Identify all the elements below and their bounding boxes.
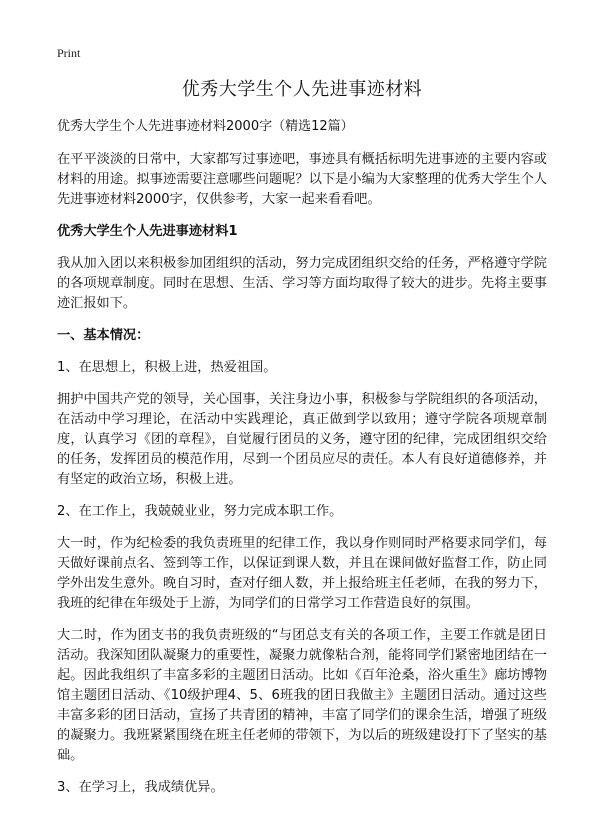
point1-body: 拥护中国共产党的领导，关心国事，关注身边小事，积极参与学院组织的各项活动，在活动中学习理论，在活动中实践理论，真正做到学以致用；遵守学院各项规章制度，认真学习《团的章程》，自觉履行团员的义务，遵守团的纪律，完成团组织交给的任务，发挥团员的模范作用，尽到一个团员应尽的责任。本人有良好道德修养，并有坚定的政治立场，积极上进。 xyxy=(57,392,547,487)
point2-body-2: 大二时，作为团支书的我负责班级的“与团总支有关的各项工作，主要工作就是团日活动。我深知团队凝聚力的重要性，凝聚力就像粘合剂，能将同学们紧密地团结在一起。因此我组织了丰富多彩的主题团日活动。比如《百年沧桑，浴火重生》廊坊博物馆主题团日活动、《10级护理4、5、6班我的团日我做主》主题团日活动。通过这些丰富多彩的团日活动，宣扬了共青团的精神，丰富了同学们的课余生活，增强了班级的凝聚力。我班紧紧围绕在班主任老师的带领下，为以后的班级建设打下了坚实的基础。 xyxy=(57,628,547,763)
section-intro-paragraph: 我从加入团以来积极参加团组织的活动，努力完成团组织交给的任务，严格遵守学院的各项规章制度。同时在思想、生活、学习等方面均取得了较大的进步。先将主要事迹汇报如下。 xyxy=(57,256,547,311)
point1-heading: 1、在思想上，积极上进，热爱祖国。 xyxy=(57,360,277,375)
document-subtitle: 优秀大学生个人先进事迹材料2000字（精选12篇） xyxy=(57,119,354,134)
point3-heading: 3、在学习上，我成绩优异。 xyxy=(57,780,224,795)
point2-body-1: 大一时，作为纪检委的我负责班里的纪律工作，我以身作则同时严格要求同学们，每天做好课前点名、签到等工作，以保证到课人数，并且在课间做好监督工作，防止同学外出发生意外。晚自习时，查对仔细人数，并上报给班主任老师，在我的努力下，我班的纪律在年级处于上游，为同学们的日常学习工作营造良好的氛围。 xyxy=(57,536,547,611)
basic-info-heading: 一、基本情况： xyxy=(57,328,150,343)
point2-heading: 2、在工作上，我兢兢业业，努力完成本职工作。 xyxy=(57,504,343,519)
intro-paragraph: 在平平淡淡的日常中，大家都写过事迹吧，事迹具有概括标明先进事迹的主要内容或材料的用途。拟事迹需要注意哪些问题呢？以下是小编为大家整理的优秀大学生个人先进事迹材料2000字，仅供参考，大家一起来看看吧。 xyxy=(57,152,547,207)
document-body xyxy=(57,78,547,810)
page-title: 优秀大学生个人先进事迹材料 xyxy=(181,79,423,100)
section-heading: 优秀大学生个人先进事迹材料1 xyxy=(57,224,238,239)
print-label: Print xyxy=(57,46,81,60)
